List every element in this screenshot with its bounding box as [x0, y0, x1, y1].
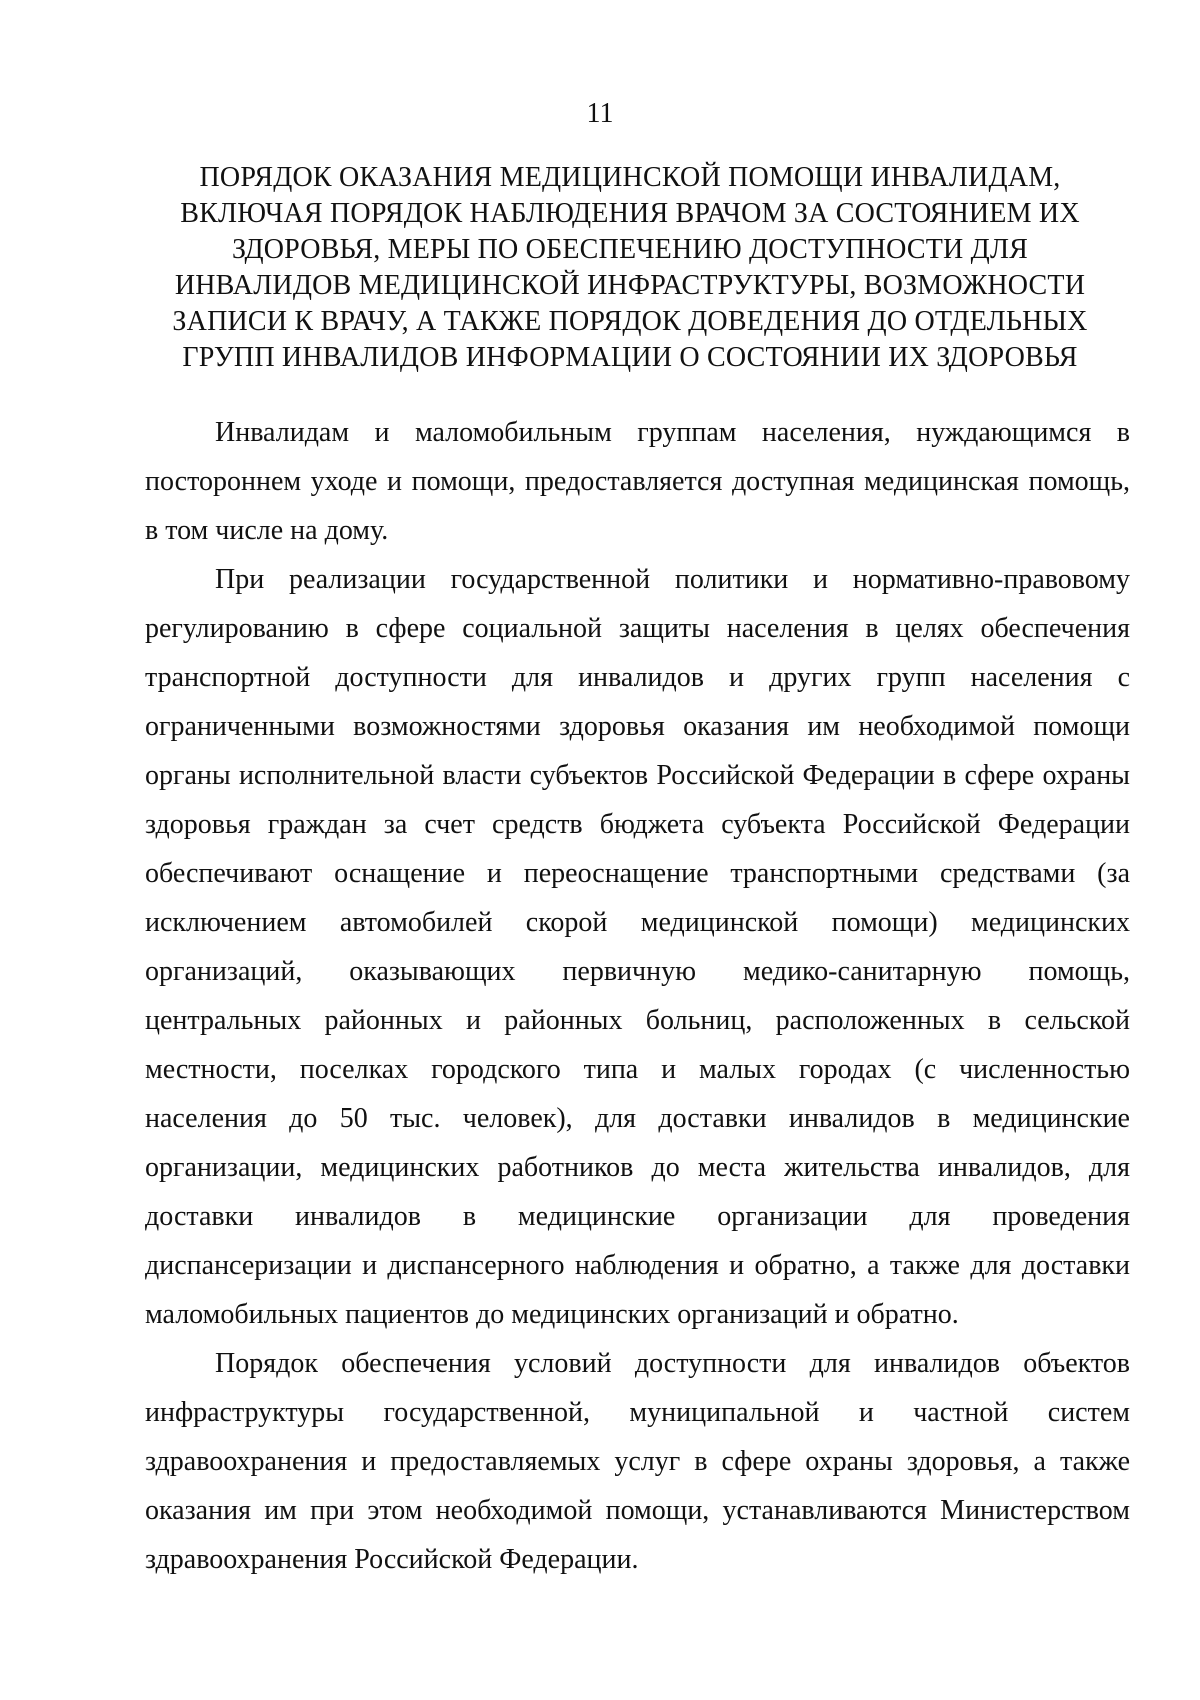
- heading-line: ГРУПП ИНВАЛИДОВ ИНФОРМАЦИИ О СОСТОЯНИИ ИХ ЗДОРОВЬЯ: [182, 342, 1078, 373]
- heading-line: ЗДОРОВЬЯ, МЕРЫ ПО ОБЕСПЕЧЕНИЮ ДОСТУПНОСТИ ДЛЯ: [231, 234, 1029, 265]
- paragraph-accessible-care: Инвалидам и маломобильным группам населения, нуждающимся в постороннем уходе и помощи, предоставляется доступная медицинская помощь, в том числе на дому.: [145, 417, 1130, 546]
- heading-line: ИНВАЛИДОВ МЕДИЦИНСКОЙ ИНФРАСТРУКТУРЫ, ВОЗМОЖНОСТИ: [174, 270, 1086, 301]
- heading-line: ПОРЯДОК ОКАЗАНИЯ МЕДИЦИНСКОЙ ПОМОЩИ ИНВАЛИДАМ,: [199, 162, 1061, 193]
- heading-line: ЗАПИСИ К ВРАЧУ, А ТАКЖЕ ПОРЯДОК ДОВЕДЕНИЯ ДО ОТДЕЛЬНЫХ: [172, 306, 1088, 337]
- heading-line: ВКЛЮЧАЯ ПОРЯДОК НАБЛЮДЕНИЯ ВРАЧОМ ЗА СОСТОЯНИЕМ ИХ: [180, 198, 1080, 229]
- body-text: [145, 408, 1130, 1584]
- paragraph-infrastructure-accessibility: Порядок обеспечения условий доступности для инвалидов объектов инфраструктуры государственной, муниципальной и частной систем здравоохранения и предоставляемых услуг в сфере охраны здоровья, а также оказания им при этом необходимой помощи, устанавливаются Министерством здравоохранения Российской Федерации.: [145, 1348, 1130, 1575]
- section-heading: [140, 160, 1120, 376]
- paragraph-transport-accessibility: При реализации государственной политики и нормативно-правовому регулированию в сфере социальной защиты населения в целях обеспечения транспортной доступности для инвалидов и других групп населения с ограниченными возможностями здоровья оказания им необходимой помощи органы исполнительной власти субъектов Российской Федерации в сфере охраны здоровья граждан за счет средств бюджета субъекта Российской Федерации обеспечивают оснащение и переоснащение транспортными средствами (за исключением автомобилей скорой медицинской помощи) медицинских организаций, оказывающих первичную медико-санитарную помощь, центральных районных и районных больниц, расположенных в сельской местности, поселках городского типа и малых городах (с численностью населения до 50 тыс. человек), для доставки инвалидов в медицинские организации, медицинских работников до места жительства инвалидов, для доставки инвалидов в медицинские организации для проведения диспансеризации и диспансерного наблюдения и обратно, а также для доставки маломобильных пациентов до медицинских организаций и обратно.: [145, 564, 1130, 1330]
- page-number: 11: [586, 98, 614, 129]
